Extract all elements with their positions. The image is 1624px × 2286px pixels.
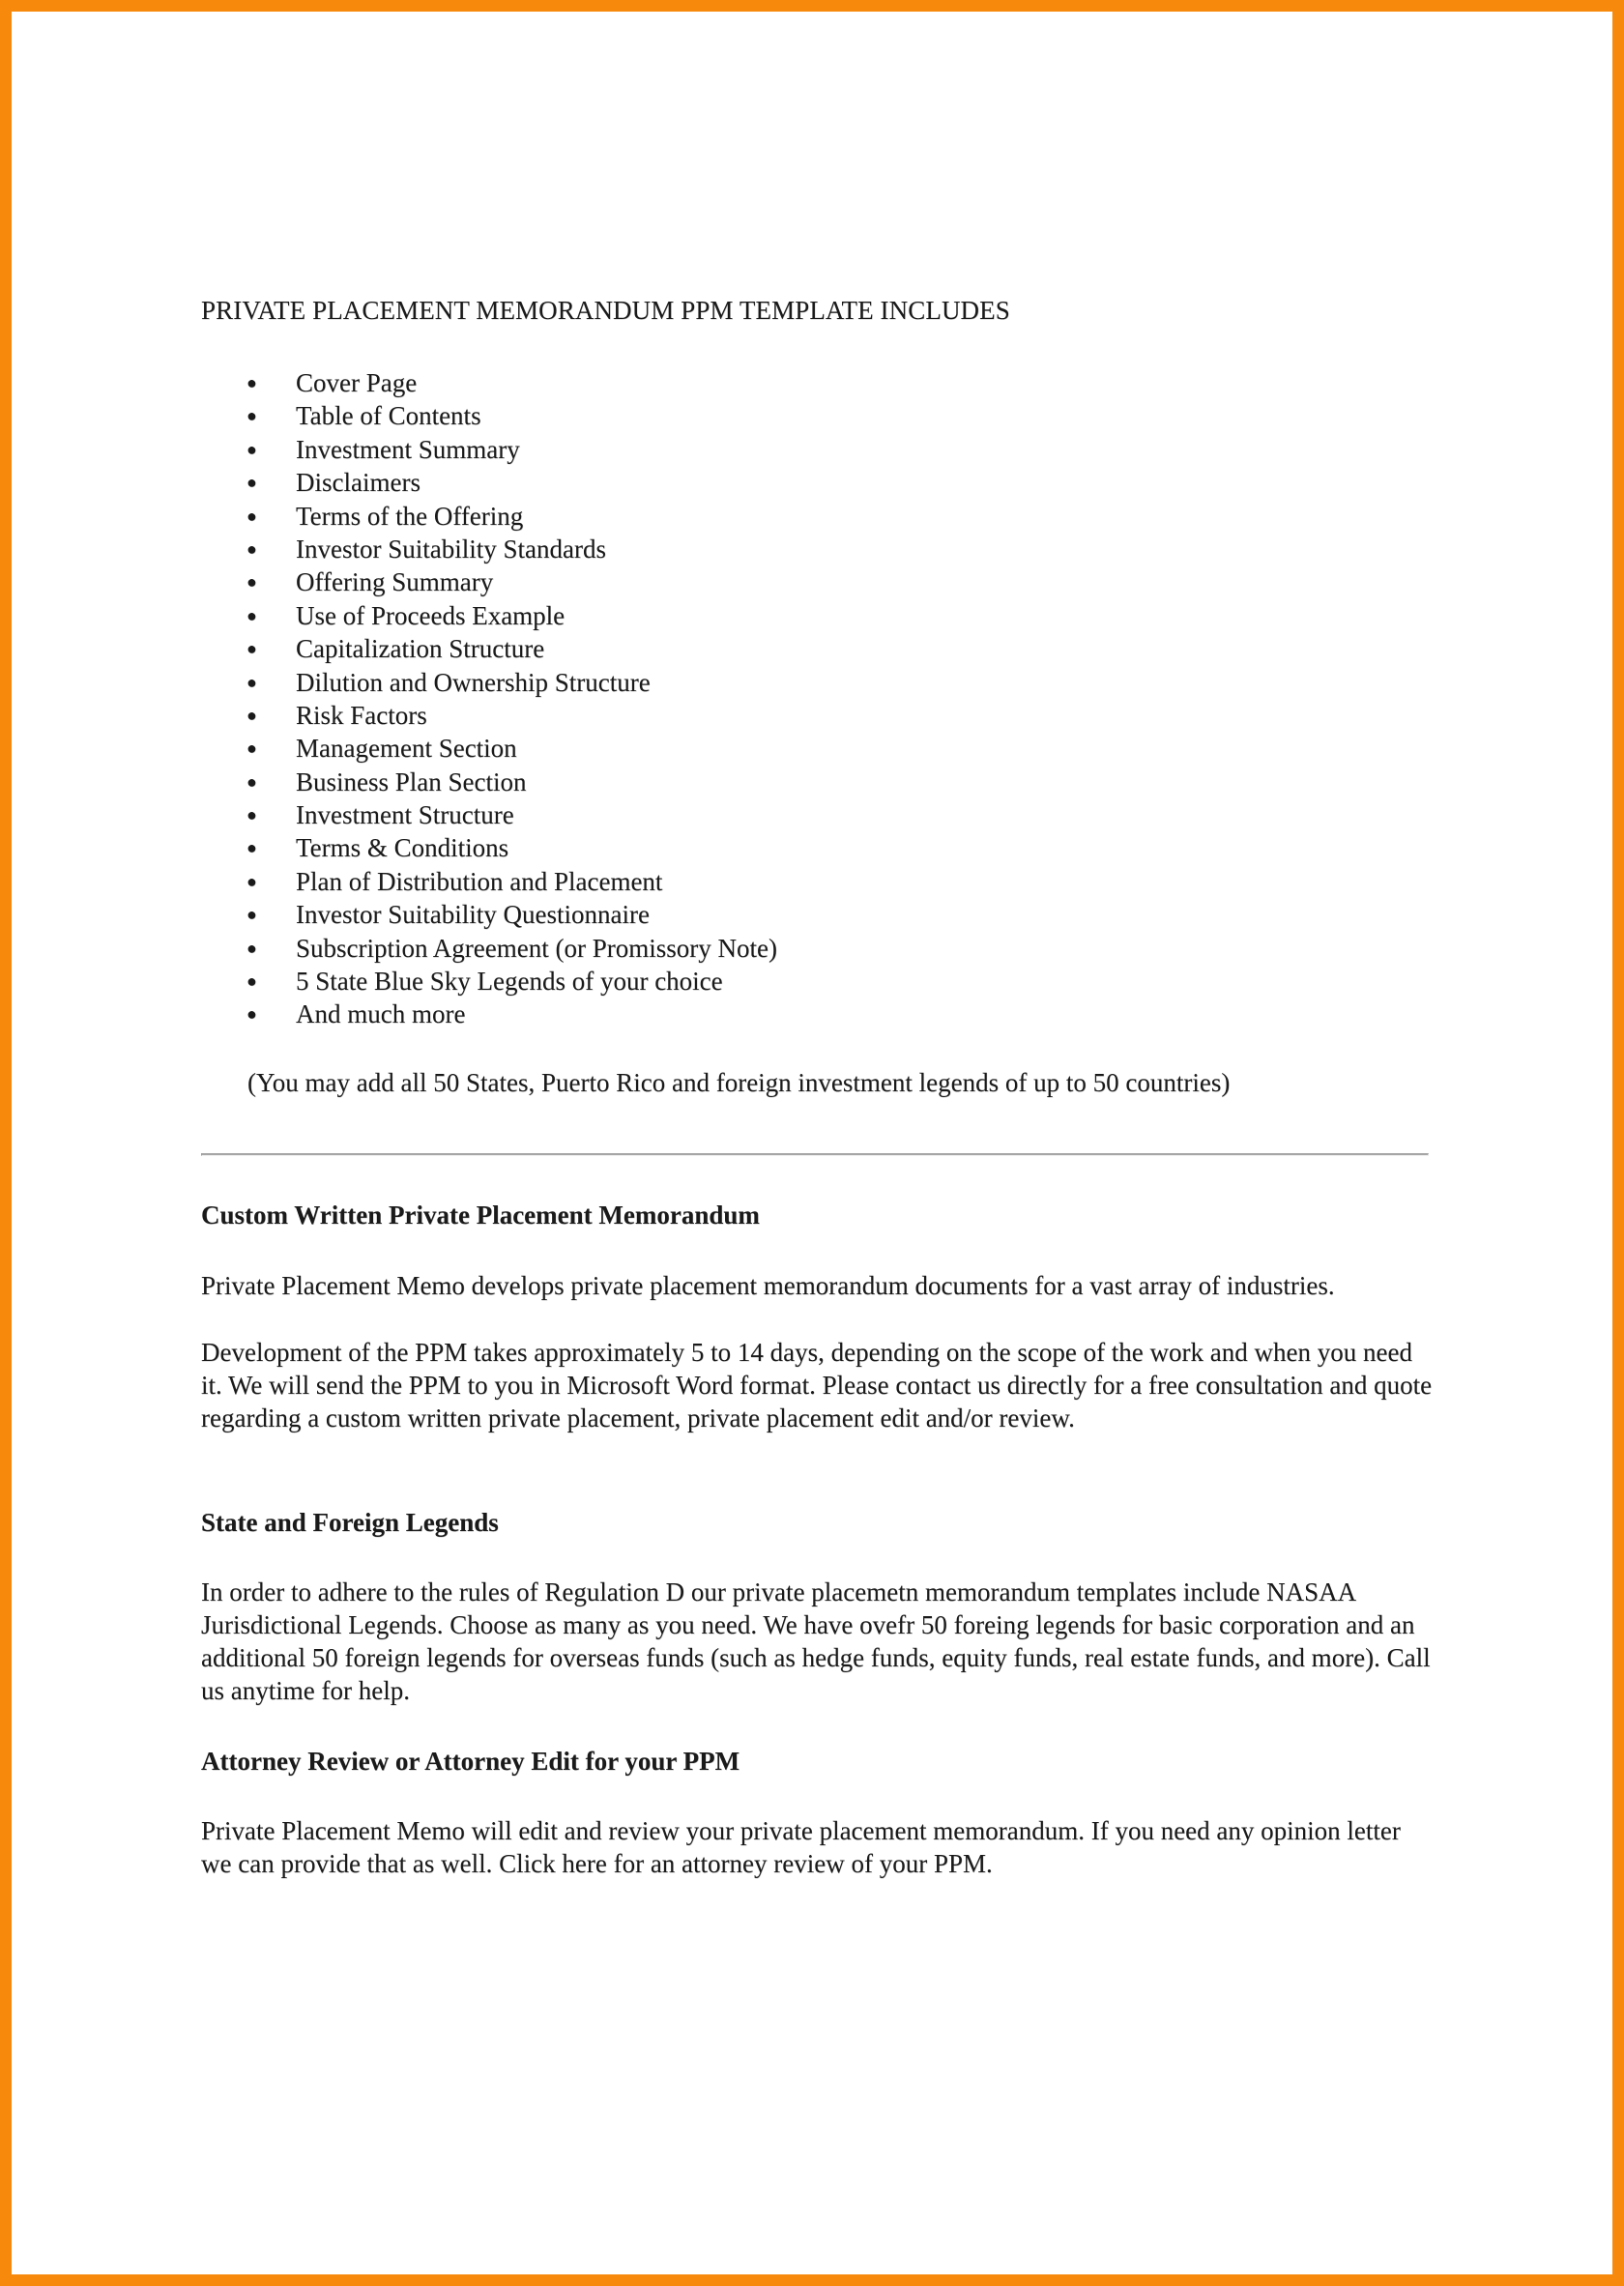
bullet-icon: ●: [246, 373, 257, 392]
bullet-icon: ●: [246, 838, 257, 858]
section-heading-custom-written: Custom Written Private Placement Memorandum: [201, 1201, 760, 1230]
section-heading-attorney-review: Attorney Review or Attorney Edit for your PPM: [201, 1747, 740, 1776]
bullet-icon: ●: [246, 605, 257, 625]
bullet-icon: ●: [246, 938, 257, 958]
bullet-icon: ●: [246, 1004, 257, 1025]
bullet-icon: ●: [246, 473, 257, 493]
page-title: PRIVATE PLACEMENT MEMORANDUM PPM TEMPLATE INCLUDES: [201, 296, 1010, 325]
bullet-icon: ●: [246, 905, 257, 925]
bullet-icon: ●: [246, 506, 257, 526]
bullet-icon: ●: [246, 805, 257, 825]
bullet-icon: ●: [246, 672, 257, 692]
paragraph-legends: In order to adhere to the rules of Regulation D our private placemetn memorandum templates include NASAA Jurisdictional Legends. Choose as many as you need. We have ovefr 50 foreing legends for basic corporation and an additional 50 foreign legends for overseas funds (such as hedge funds, equity funds, real estate funds, and more). Call us anytime for help.: [201, 1577, 1431, 1705]
bullet-icon: ●: [246, 771, 257, 792]
bullet-icon: ●: [246, 705, 257, 725]
bullet-icon: ●: [246, 639, 257, 659]
paragraph-custom-intro: Private Placement Memo develops private placement memorandum documents for a vast array of industries.: [201, 1271, 1335, 1300]
section-heading-state-foreign-legends: State and Foreign Legends: [201, 1508, 499, 1537]
bullet-icon: ●: [246, 538, 257, 559]
bullet-icon: ●: [246, 406, 257, 426]
bullet-icon: ●: [246, 738, 257, 759]
divider: [201, 1153, 1429, 1156]
bullet-icon: ●: [246, 871, 257, 891]
paragraph-custom-development: Development of the PPM takes approximately 5 to 14 days, depending on the scope of the work and when you need it. We will send the PPM to you in Microsoft Word format. Please contact us directly for a free consultation and quote regarding a custom written private placement, private placement edit and/or review.: [201, 1338, 1433, 1432]
bullet-icon: ●: [246, 971, 257, 992]
bullet-icon: ●: [246, 439, 257, 459]
paragraph-attorney-review: Private Placement Memo will edit and review your private placement memorandum. If you need any opinion letter we can provide that as well. Click here for an attorney review of your PPM.: [201, 1816, 1401, 1878]
legends-note: (You may add all 50 States, Puerto Rico and foreign investment legends of up to 50 countries): [247, 1068, 1231, 1097]
bullet-icon: ●: [246, 572, 257, 593]
